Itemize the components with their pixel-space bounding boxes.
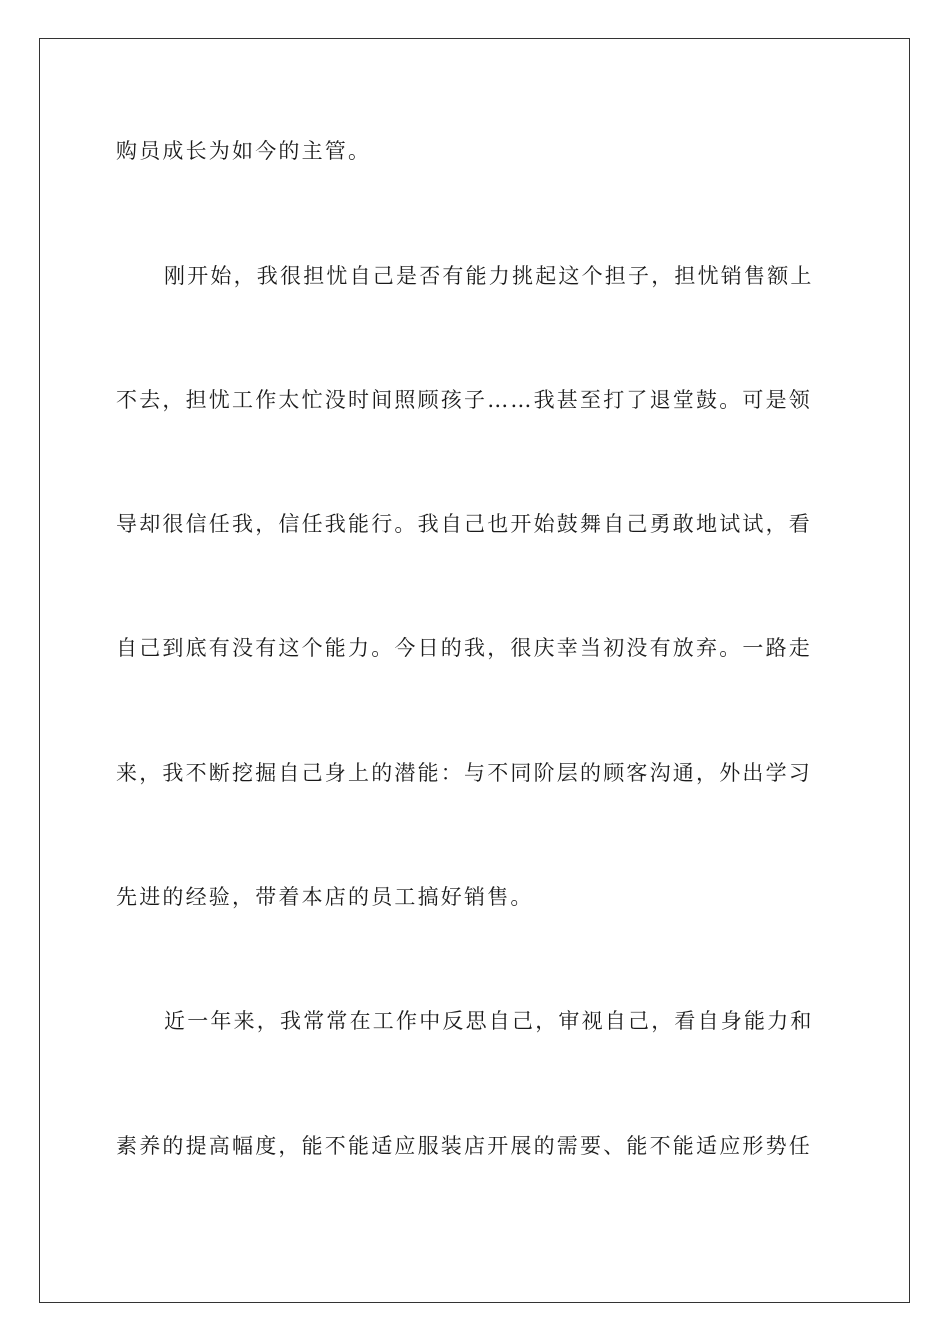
- paragraph-line: 刚开始，我很担忧自己是否有能力挑起这个担子，担忧销售额上: [164, 264, 814, 288]
- paragraph-line: 来，我不断挖掘自己身上的潜能：与不同阶层的顾客沟通，外出学习: [116, 761, 812, 785]
- paragraph-line: 先进的经验，带着本店的员工搞好销售。: [116, 885, 534, 909]
- paragraph-line: 导却很信任我，信任我能行。我自己也开始鼓舞自己勇敢地试试，看: [116, 512, 812, 536]
- page-border: [39, 38, 910, 1303]
- paragraph-line: 近一年来，我常常在工作中反思自己，审视自己，看自身能力和: [164, 1009, 814, 1033]
- paragraph-line: 自己到底有没有这个能力。今日的我，很庆幸当初没有放弃。一路走: [116, 636, 812, 660]
- paragraph-line: 素养的提高幅度，能不能适应服装店开展的需要、能不能适应形势任: [116, 1134, 812, 1158]
- paragraph-line: 不去，担忧工作太忙没时间照顾孩子……我甚至打了退堂鼓。可是领: [116, 388, 812, 412]
- paragraph-line: 购员成长为如今的主管。: [116, 139, 372, 163]
